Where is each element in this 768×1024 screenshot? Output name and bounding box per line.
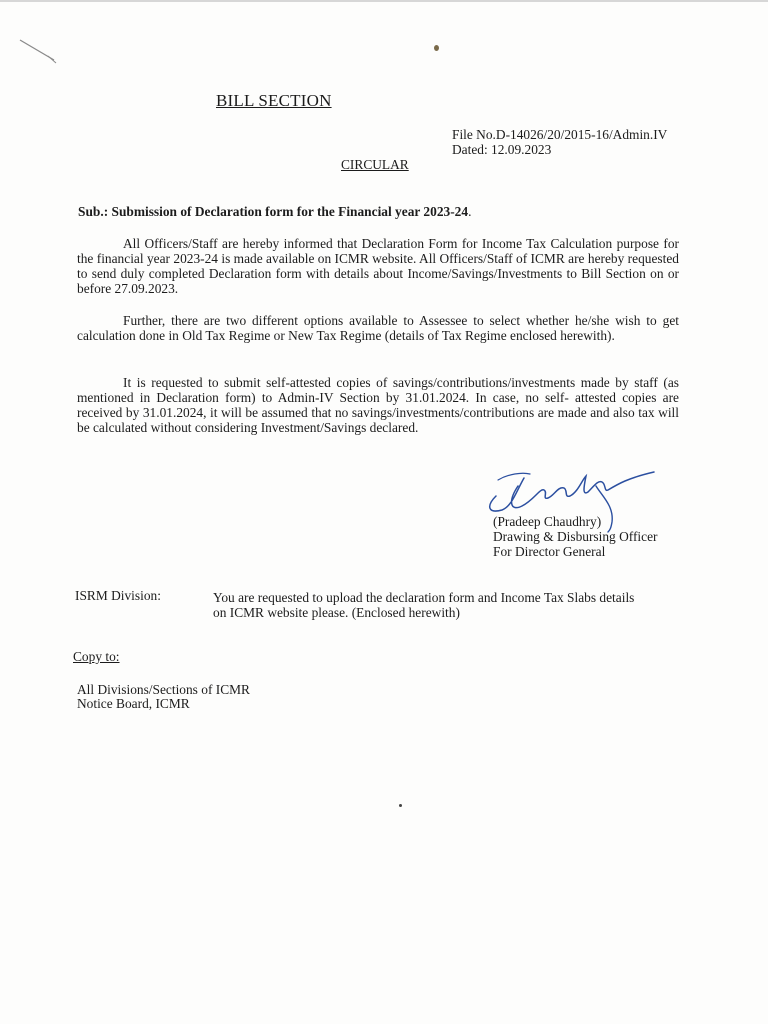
copy-to-label: Copy to: bbox=[73, 649, 120, 664]
signatory-name: (Pradeep Chaudhry) bbox=[493, 514, 602, 529]
signatory-designation: Drawing & Disbursing Officer bbox=[493, 529, 658, 544]
isrm-label: ISRM Division: bbox=[75, 588, 161, 603]
subject-prefix: Sub.: bbox=[78, 204, 109, 219]
copy-recipient: All Divisions/Sections of ICMR bbox=[77, 682, 250, 697]
signatory-for: For Director General bbox=[493, 544, 606, 559]
file-number: File No.D-14026/20/2015-16/Admin.IV bbox=[452, 127, 668, 142]
body-paragraph: All Officers/Staff are hereby informed that Declaration Form for Income Tax Calculation purpose for the financial year 2023-24 is made available on ICMR website. All Officers/Staff of ICMR are hereby requested to send duly completed Declaration form with details about Income/Savings/Investments to Bill Section on or before 27.09.2023. bbox=[77, 236, 679, 296]
body-paragraph: It is requested to submit self-attested copies of savings/contributions/investments made by staff (as mentioned in Declaration form) to Admin-IV Section by 31.01.2024. In case, no self- attested copies are received by 31.01.2024, it will be assumed that no savings/investments/contributions are made and also tax will be calculated without considering Investment/Savings declared. bbox=[77, 375, 679, 435]
scan-dot bbox=[399, 804, 402, 807]
isrm-instruction-line: on ICMR website please. (Enclosed herewith) bbox=[213, 605, 460, 620]
scan-mark bbox=[18, 36, 58, 66]
section-title: BILL SECTION bbox=[216, 91, 332, 110]
scan-dot bbox=[434, 45, 439, 51]
subject-end: . bbox=[468, 204, 472, 219]
body-paragraph: Further, there are two different options available to Assessee to select whether he/she wish to get calculation done in Old Tax Regime or New Tax Regime (details of Tax Regime enclosed herewith). bbox=[77, 313, 679, 343]
copy-recipient: Notice Board, ICMR bbox=[77, 696, 190, 711]
subject-text: Submission of Declaration form for the Financial year 2023-24 bbox=[108, 204, 469, 219]
isrm-instruction-line: You are requested to upload the declaration form and Income Tax Slabs details bbox=[213, 590, 635, 605]
scan-edge-line bbox=[0, 0, 768, 2]
dated: Dated: 12.09.2023 bbox=[452, 142, 552, 157]
circular-title: CIRCULAR bbox=[341, 157, 409, 172]
subject-line bbox=[78, 204, 471, 220]
